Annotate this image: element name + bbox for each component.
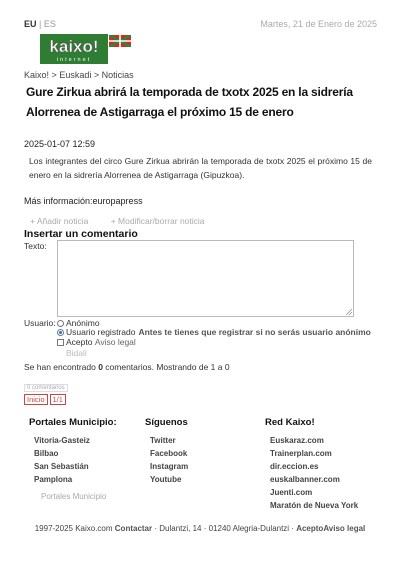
network-link[interactable]: Maratón de Nueva York bbox=[270, 501, 359, 510]
registered-radio[interactable] bbox=[57, 329, 64, 336]
breadcrumb-separator: > bbox=[51, 70, 57, 80]
social-link-facebook[interactable]: Facebook bbox=[150, 449, 188, 458]
resize-handle-icon[interactable] bbox=[345, 308, 352, 315]
follow-title: Síguenos bbox=[145, 417, 188, 428]
add-news-link[interactable]: + Añadir noticia bbox=[30, 216, 89, 226]
breadcrumb-separator: > bbox=[93, 70, 100, 80]
footer-portals-column bbox=[29, 417, 117, 501]
social-link-instagram[interactable]: Instagram bbox=[150, 462, 189, 471]
legal-notice-link[interactable]: Aviso legal bbox=[94, 337, 136, 347]
registered-label: Usuario registrado bbox=[66, 327, 136, 337]
current-date: Martes, 21 de Enero de 2025 bbox=[260, 19, 377, 29]
breadcrumb bbox=[24, 70, 134, 80]
footer-legal-link[interactable]: Aviso legal bbox=[323, 524, 366, 533]
social-link-youtube[interactable]: Youtube bbox=[150, 475, 182, 484]
portals-title: Portales Municipio: bbox=[29, 417, 117, 428]
accept-label: Acepto bbox=[66, 337, 93, 347]
comments-found bbox=[24, 362, 230, 372]
comments-found-suffix: comentarios. Mostrando de 1 a 0 bbox=[102, 362, 230, 372]
comments-pager bbox=[24, 381, 69, 405]
svg-text:internet: internet bbox=[56, 57, 92, 63]
more-info-label: Más información: bbox=[24, 196, 93, 206]
network-link[interactable]: Euskaraz.com bbox=[270, 436, 324, 445]
language-switcher bbox=[24, 19, 56, 29]
submit-button[interactable]: Bidali bbox=[66, 348, 87, 358]
network-link[interactable]: Juenti.com bbox=[270, 488, 313, 497]
breadcrumb-euskadi[interactable]: Euskadi bbox=[59, 70, 92, 80]
lang-es-link[interactable]: ES bbox=[43, 19, 56, 29]
pager-first-button[interactable]: Inicio bbox=[24, 394, 48, 405]
anonymous-radio[interactable] bbox=[57, 320, 64, 327]
pager-page-button[interactable]: 1/1 bbox=[50, 394, 66, 405]
ikurrina-flag-icon bbox=[109, 35, 131, 47]
article-lead: Los integrantes del circo Gure Zirkua abrirán la temporada de txotx 2025 el próximo 15 de enero en la sidrería Alorrenea de Astigarraga (Gipuzkoa). bbox=[29, 156, 372, 180]
comments-count: 0 bbox=[98, 362, 103, 372]
publish-date: 2025-01-07 12:59 bbox=[24, 139, 96, 149]
registered-option[interactable] bbox=[57, 327, 371, 337]
lang-separator: | bbox=[39, 19, 42, 29]
breadcrumb-kaixo[interactable]: Kaixo! bbox=[24, 70, 50, 80]
portal-link[interactable]: Pamplona bbox=[34, 475, 73, 484]
breadcrumb-noticias[interactable]: Noticias bbox=[101, 70, 134, 80]
network-link[interactable]: euskalbanner.com bbox=[270, 475, 340, 484]
portal-link[interactable]: San Sebastián bbox=[34, 462, 89, 471]
comment-textarea[interactable] bbox=[57, 240, 354, 317]
comment-form-title: Insertar un comentario bbox=[24, 228, 138, 240]
user-type-label: Usuario: bbox=[24, 318, 56, 328]
article-title: Gure Zirkua abrirá la temporada de txotx 2025 en la sidrería Alorrenea de Astigarraga el próximo 15 de enero bbox=[26, 85, 353, 119]
network-link[interactable]: Trainerplan.com bbox=[270, 449, 332, 458]
svg-text:kaixo!: kaixo! bbox=[49, 37, 99, 56]
site-footer bbox=[0, 524, 400, 533]
comment-text-label: Texto: bbox=[24, 241, 47, 251]
accept-checkbox[interactable] bbox=[57, 339, 64, 346]
copyright: 1997-2025 Kaixo.com bbox=[34, 524, 113, 533]
portal-link[interactable]: Vitoria-Gasteiz bbox=[34, 436, 90, 445]
portal-link[interactable]: Bilbao bbox=[34, 449, 59, 458]
registered-warning: Antes te tienes que registrar si no serás usuario anónimo bbox=[138, 327, 371, 337]
portals-more-link[interactable]: Portales Municipio bbox=[41, 492, 107, 501]
comments-found-prefix: Se han encontrado bbox=[24, 362, 99, 372]
network-link[interactable]: dir.eccion.es bbox=[270, 462, 319, 471]
footer-address: · Dulantzi, 14 · 01240 Alegria-Dulantzi · bbox=[152, 524, 297, 533]
more-info-source-link[interactable]: europapress bbox=[92, 196, 143, 206]
network-title: Red Kaixo! bbox=[265, 417, 315, 428]
lang-eu-link[interactable]: EU bbox=[24, 19, 37, 29]
contact-link[interactable]: Contactar bbox=[114, 524, 153, 533]
footer-network-column bbox=[265, 417, 358, 512]
social-link-twitter[interactable]: Twitter bbox=[150, 436, 176, 445]
more-info bbox=[24, 196, 143, 206]
footer-accept-label: Acepto bbox=[296, 524, 324, 533]
news-actions bbox=[30, 216, 225, 226]
anonymous-label: Anónimo bbox=[66, 318, 100, 328]
kaixo-logo[interactable] bbox=[40, 34, 108, 64]
edit-news-link[interactable]: + Modificar/borrar noticia bbox=[110, 216, 205, 226]
accept-legal-option[interactable] bbox=[57, 337, 136, 347]
footer-follow-column bbox=[145, 417, 188, 486]
comments-counter: 0 comentarios bbox=[24, 384, 68, 392]
